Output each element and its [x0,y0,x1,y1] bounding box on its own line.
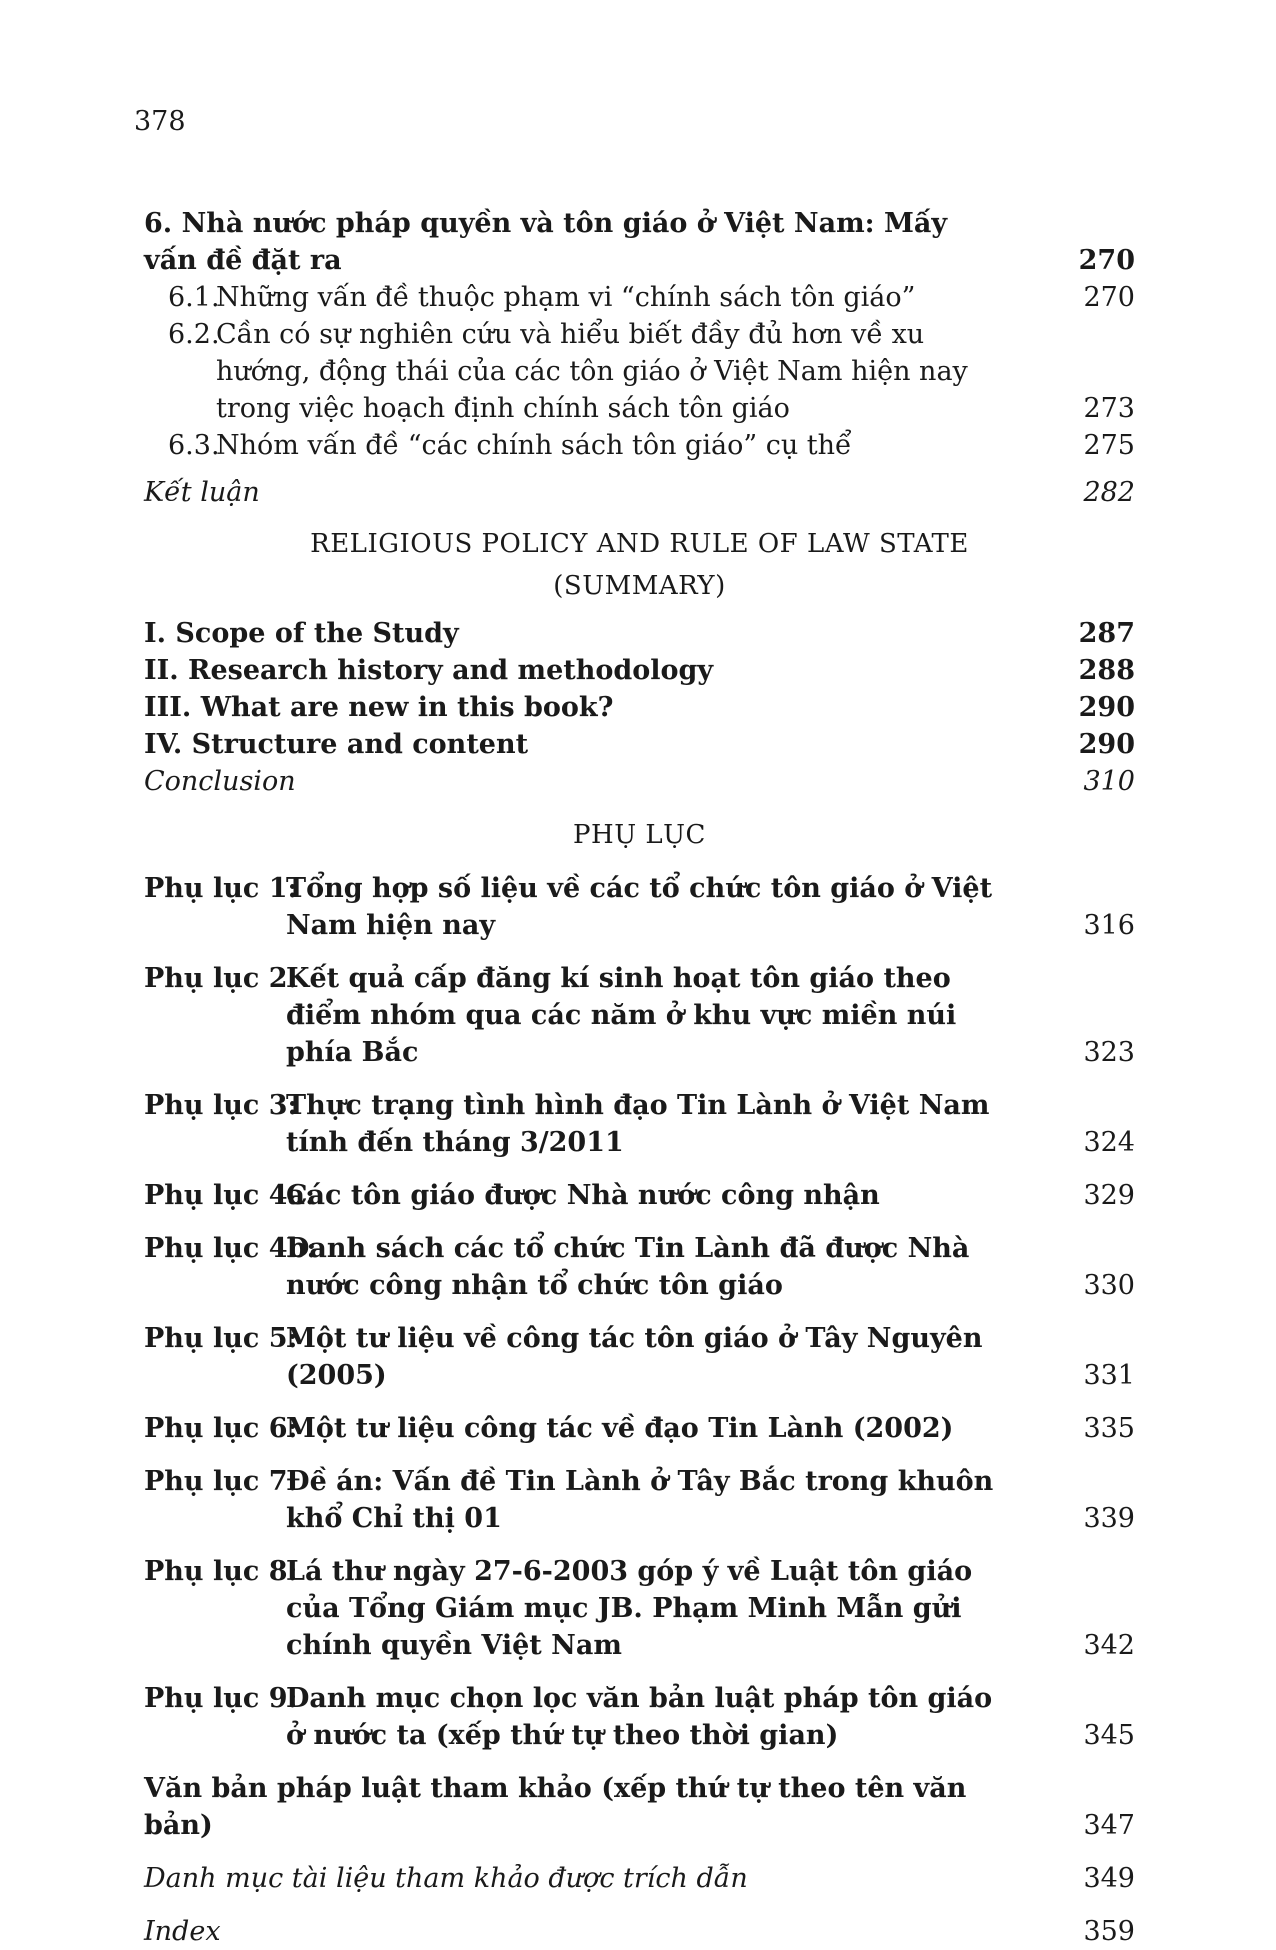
toc-page-number: 270 [1083,282,1135,313]
toc-page-number: 310 [1083,766,1135,797]
toc-page-number: 329 [1083,1180,1135,1211]
summary-entry-conclusion[interactable] [144,763,1135,800]
toc-entry-number: 6. [144,208,173,239]
toc-page-number: 316 [1083,910,1135,941]
toc-page-number: 290 [1078,729,1135,760]
toc-entry-title: Những vấn đề thuộc phạm vi “chính sách tôn giáo” [216,282,916,313]
appendix-entry-9[interactable] [144,1680,1135,1754]
toc-page-number: 282 [1083,477,1135,508]
toc-entry-ket-luan[interactable] [144,474,1135,511]
toc-entry-title: Kết luận [144,477,260,508]
toc-entry-number: 6.3. [168,430,220,461]
toc-entry-title: Đề án: Vấn đề Tin Lành ở Tây Bắc trong khuôn khổ Chỉ thị 01 [286,1466,994,1534]
appendix-label: Phụ lục 4a: [144,1180,315,1211]
toc-page-number: 290 [1078,692,1135,723]
index-entry[interactable] [144,1913,1135,1950]
appendix-entry-7[interactable] [144,1463,1135,1537]
toc-entry-title: Cần có sự nghiên cứu và hiểu biết đầy đủ hơn về xu hướng, động thái của các tôn giáo ở Việt Nam hiện nay trong việc hoạch định chính sách tôn giáo [216,319,968,424]
toc-entry-number: 6.2. [168,319,220,350]
toc-entry-title: Danh sách các tổ chức Tin Lành đã được Nhà nước công nhận tổ chức tôn giáo [286,1233,970,1301]
summary-entry-2[interactable] [144,652,1135,689]
toc-entry-title: Conclusion [144,766,296,797]
toc-entry-number: 6.1. [168,282,220,313]
appendix-label: Phụ lục 8: [144,1556,298,1587]
toc-entry-title: Index [144,1916,221,1947]
toc-entry-title: II. Research history and methodology [144,655,714,686]
summary-heading: RELIGIOUS POLICY AND RULE OF LAW STATE (SUMMARY) [310,529,969,601]
toc-page-number: 323 [1083,1037,1135,1068]
table-of-contents [144,205,1135,1950]
toc-entry-title: Một tư liệu công tác về đạo Tin Lành (2002) [286,1413,954,1444]
toc-entry-title: Lá thư ngày 27-6-2003 góp ý về Luật tôn giáo của Tổng Giám mục JB. Phạm Minh Mẫn gửi chính quyền Việt Nam [286,1556,973,1661]
appendix-label: Phụ lục 7: [144,1466,298,1497]
summary-entry-3[interactable] [144,689,1135,726]
toc-page-number: 330 [1083,1270,1135,1301]
toc-page-number: 275 [1083,430,1135,461]
references-entry[interactable] [144,1860,1135,1897]
toc-entry-title: Văn bản pháp luật tham khảo (xếp thứ tự theo tên văn bản) [144,1773,967,1841]
toc-entry-6-3[interactable] [144,427,1135,464]
appendix-entry-4a[interactable] [144,1177,1135,1214]
toc-page-number: 359 [1083,1916,1135,1947]
appendix-label: Phụ lục 1: [144,873,298,904]
toc-entry-title: Kết quả cấp đăng kí sinh hoạt tôn giáo theo điểm nhóm qua các năm ở khu vực miền núi phía Bắc [286,963,957,1068]
appendix-heading: PHỤ LỤC [573,820,706,850]
toc-entry-title: IV. Structure and content [144,729,529,760]
appendix-entry-3[interactable] [144,1087,1135,1161]
toc-page-number: 287 [1078,618,1135,649]
appendix-entry-8[interactable] [144,1553,1135,1664]
toc-entry-title: Danh mục chọn lọc văn bản luật pháp tôn giáo ở nước ta (xếp thứ tự theo thời gian) [286,1683,993,1751]
toc-entry-title: Thực trạng tình hình đạo Tin Lành ở Việt Nam tính đến tháng 3/2011 [286,1090,990,1158]
appendix-entry-2[interactable] [144,960,1135,1071]
appendix-label: Phụ lục 2: [144,963,298,994]
summary-entry-4[interactable] [144,726,1135,763]
appendix-entry-6[interactable] [144,1410,1135,1447]
appendix-label: Phụ lục 5: [144,1323,298,1354]
toc-entry-title: Danh mục tài liệu tham khảo được trích dẫn [144,1863,748,1894]
toc-page-number: 347 [1083,1810,1135,1841]
toc-entry-title: Các tôn giáo được Nhà nước công nhận [286,1180,880,1211]
toc-page-number: 342 [1083,1630,1135,1661]
toc-entry-title: III. What are new in this book? [144,692,614,723]
toc-page-number: 349 [1083,1863,1135,1894]
appendix-label: Phụ lục 6: [144,1413,298,1444]
appendix-entry-1[interactable] [144,870,1135,944]
toc-entry-6-2[interactable] [144,316,1135,427]
toc-entry-title: Nhà nước pháp quyền và tôn giáo ở Việt Nam: Mấy vấn đề đặt ra [144,208,948,276]
legal-docs-entry[interactable] [144,1770,1135,1844]
toc-page-number: 288 [1078,655,1135,686]
appendix-entry-5[interactable] [144,1320,1135,1394]
appendix-entry-4b[interactable] [144,1230,1135,1304]
toc-page-number: 273 [1083,393,1135,424]
toc-page-number: 270 [1078,245,1135,276]
toc-entry-title: Một tư liệu về công tác tôn giáo ở Tây Nguyên (2005) [286,1323,983,1391]
toc-entry-title: I. Scope of the Study [144,618,459,649]
toc-page-number: 331 [1083,1360,1135,1391]
page-number: 378 [134,106,186,137]
appendix-label: Phụ lục 4b: [144,1233,317,1264]
toc-entry-title: Tổng hợp số liệu về các tổ chức tôn giáo ở Việt Nam hiện nay [286,873,993,941]
appendix-label: Phụ lục 9: [144,1683,298,1714]
toc-entry-6-1[interactable] [144,279,1135,316]
toc-entry-title: Nhóm vấn đề “các chính sách tôn giáo” cụ thể [216,430,852,461]
appendix-label: Phụ lục 3: [144,1090,298,1121]
toc-page-number: 339 [1083,1503,1135,1534]
summary-entry-1[interactable] [144,615,1135,652]
toc-entry-6[interactable] [144,205,1135,279]
toc-page-number: 345 [1083,1720,1135,1751]
toc-page-number: 324 [1083,1127,1135,1158]
toc-page-number: 335 [1083,1413,1135,1444]
